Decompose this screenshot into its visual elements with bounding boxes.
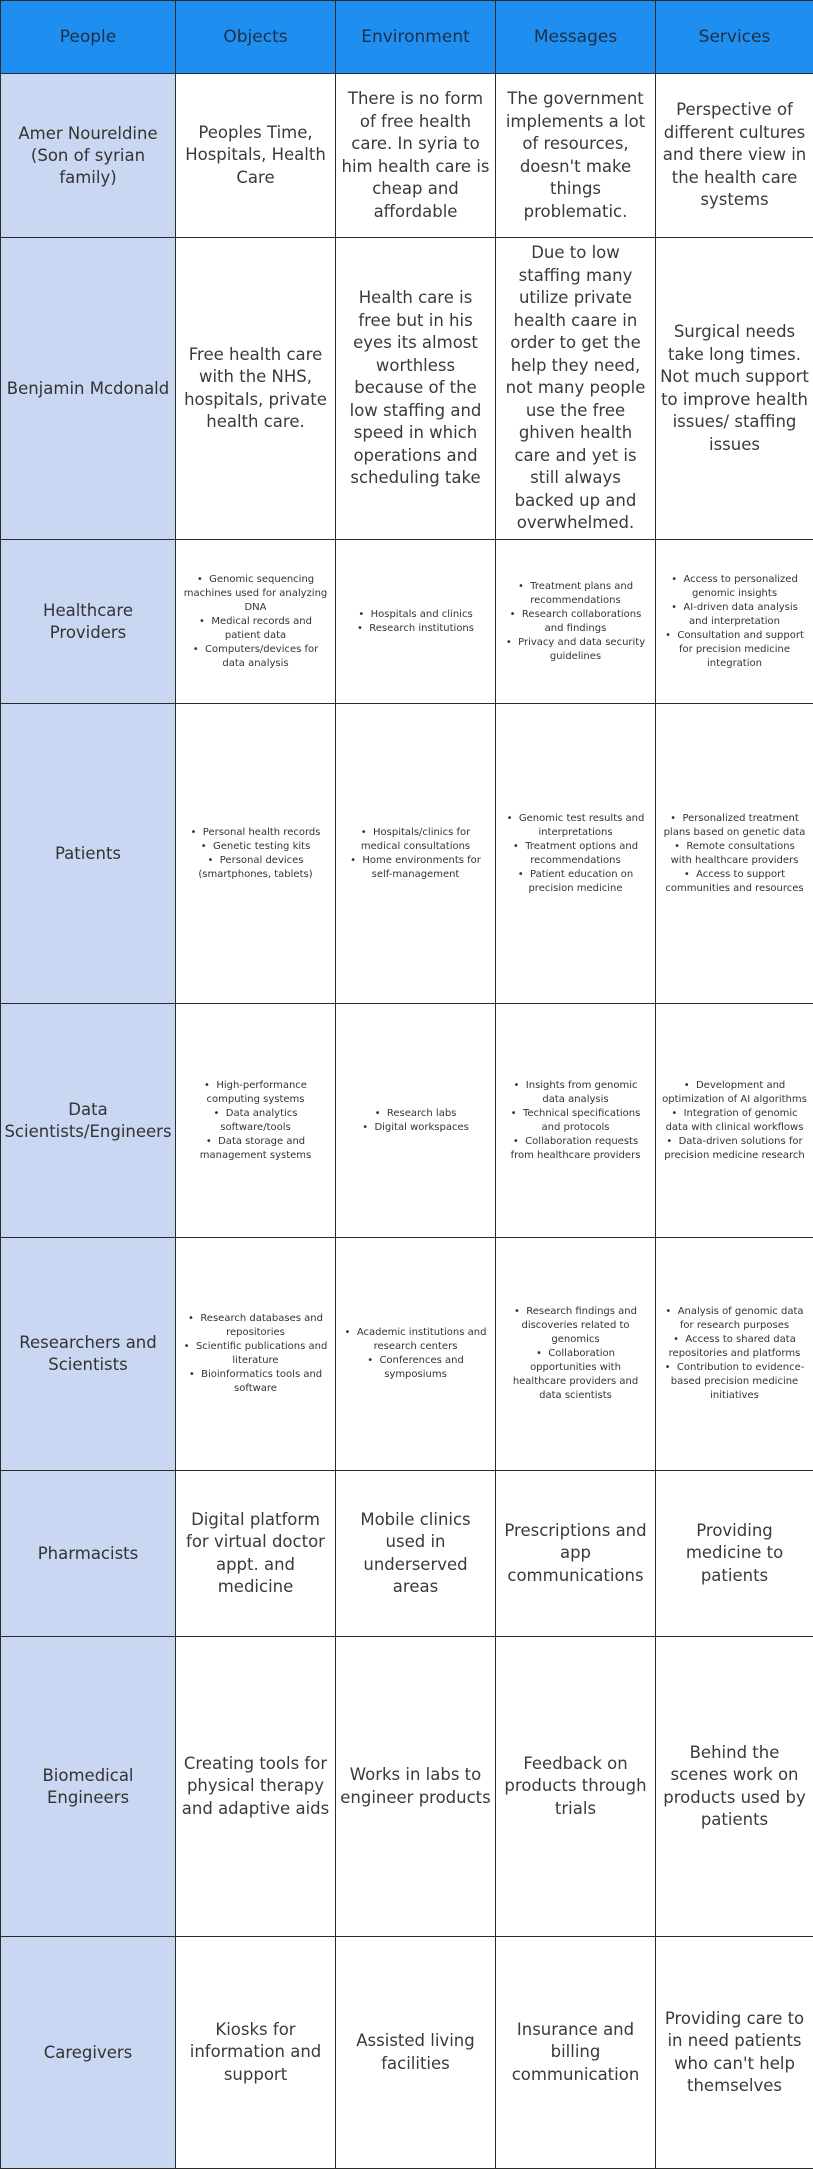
table-cell-objects [176,1004,336,1238]
bullet-list [180,1312,331,1396]
bullet-item: • Collaboration requests from healthcare providers [502,1135,649,1163]
table-cell-environment: Assisted living facilities [336,1937,496,2169]
table-cell-objects: Peoples Time, Hospitals, Health Care [176,74,336,238]
bullet-item: • Access to personalized genomic insights [662,573,807,601]
bullet-item: • Digital workspaces [362,1121,469,1135]
table-cell-environment: There is no form of free health care. In syria to him health care is cheap and affordable [336,74,496,238]
bullet-list [660,1079,809,1163]
table-cell-messages: Feedback on products through trials [496,1637,656,1937]
table-cell-messages [496,1004,656,1238]
bullet-item: • Scientific publications and literature [182,1340,329,1368]
bullet-item: • Bioinformatics tools and software [182,1368,329,1396]
bullet-list [180,573,331,671]
table-cell-environment [336,1238,496,1471]
bullet-item: • Conferences and symposiums [342,1354,489,1382]
bullet-item: • Privacy and data security guidelines [502,636,649,664]
bullet-item: • Data storage and management systems [182,1135,329,1163]
bullet-item: • AI-driven data analysis and interpretation [662,601,807,629]
bullet-list [180,1079,331,1163]
bullet-list [500,580,651,664]
row-header-person: Biomedical Engineers [1,1637,176,1937]
bullet-item: • Genomic sequencing machines used for analyzing DNA [182,573,329,615]
table-cell-messages [496,540,656,704]
bullet-item: • Access to support communities and resources [662,868,807,896]
bullet-item: • Home environments for self-management [342,854,489,882]
bullet-item: • Patient education on precision medicine [502,868,649,896]
bullet-item: • Research findings and discoveries related to genomics [502,1305,649,1347]
table-cell-messages: Due to low staffing many utilize private health caare in order to get the help they need, not many people use the free ghiven health care and yet is still always backed up and overwhelmed. [496,238,656,540]
bullet-item: • Analysis of genomic data for research purposes [662,1305,807,1333]
bullet-item: • Computers/devices for data analysis [182,643,329,671]
bullet-item: • Genomic test results and interpretations [502,812,649,840]
table-cell-messages: Insurance and billing communication [496,1937,656,2169]
bullet-item: • Treatment plans and recommendations [502,580,649,608]
bullet-item: • Research databases and repositories [182,1312,329,1340]
row-header-person: Researchers and Scientists [1,1238,176,1471]
table-cell-objects [176,1238,336,1471]
bullet-item: • Genetic testing kits [182,840,329,854]
table-cell-environment: Mobile clinics used in underserved areas [336,1471,496,1637]
table-cell-services [656,1238,813,1471]
bullet-list [355,608,476,636]
bullet-item: • Research institutions [357,622,474,636]
bullet-item: • Data analytics software/tools [182,1107,329,1135]
table-cell-messages: Prescriptions and app communications [496,1471,656,1637]
table-cell-environment: Health care is free but in his eyes its almost worthless because of the low staffing and speed in which operations and scheduling take [336,238,496,540]
bullet-list [360,1107,471,1135]
table-cell-services: Surgical needs take long times. Not much support to improve health issues/ staffing issues [656,238,813,540]
table-cell-objects [176,540,336,704]
bullet-item: • Hospitals and clinics [357,608,474,622]
bullet-item: • Integration of genomic data with clinical workflows [662,1107,807,1135]
row-header-person: Patients [1,704,176,1004]
table-cell-messages [496,704,656,1004]
bullet-item: • Insights from genomic data analysis [502,1079,649,1107]
row-header-person: Data Scientists/Engineers [1,1004,176,1238]
table-cell-services: Providing medicine to patients [656,1471,813,1637]
bullet-item: • Consultation and support for precision medicine integration [662,629,807,671]
column-header-environment: Environment [336,1,496,74]
row-header-person: Healthcare Providers [1,540,176,704]
bullet-item: • Data-driven solutions for precision medicine research [662,1135,807,1163]
column-header-services: Services [656,1,813,74]
row-header-person: Pharmacists [1,1471,176,1637]
bullet-list [500,1079,651,1163]
table-cell-messages [496,1238,656,1471]
table-cell-services: Behind the scenes work on products used by patients [656,1637,813,1937]
bullet-item: • Hospitals/clinics for medical consultations [342,826,489,854]
bullet-item: • Research collaborations and findings [502,608,649,636]
bullet-item: • Academic institutions and research centers [342,1326,489,1354]
table-cell-services [656,1004,813,1238]
table-cell-environment [336,1004,496,1238]
column-header-messages: Messages [496,1,656,74]
table-cell-environment: Works in labs to engineer products [336,1637,496,1937]
table-cell-services: Perspective of different cultures and there view in the health care systems [656,74,813,238]
row-header-person: Benjamin Mcdonald [1,238,176,540]
bullet-item: • Development and optimization of AI algorithms [662,1079,807,1107]
table-cell-services [656,704,813,1004]
bullet-list [660,1305,809,1403]
table-cell-objects: Free health care with the NHS, hospitals, private health care. [176,238,336,540]
bullet-item: • Personal health records [182,826,329,840]
bullet-item: • Access to shared data repositories and platforms [662,1333,807,1361]
column-header-people: People [1,1,176,74]
table-cell-environment [336,704,496,1004]
bullet-list [660,812,809,896]
table-cell-objects: Creating tools for physical therapy and adaptive aids [176,1637,336,1937]
bullet-list [500,812,651,896]
column-header-objects: Objects [176,1,336,74]
bullet-item: • Technical specifications and protocols [502,1107,649,1135]
bullet-item: • Personal devices (smartphones, tablets) [182,854,329,882]
bullet-list [340,826,491,882]
bullet-list [660,573,809,671]
bullet-item: • Collaboration opportunities with healthcare providers and data scientists [502,1347,649,1403]
table-cell-environment [336,540,496,704]
row-header-person: Amer Noureldine (Son of syrian family) [1,74,176,238]
bullet-list [500,1305,651,1403]
bullet-item: • Remote consultations with healthcare providers [662,840,807,868]
bullet-item: • Medical records and patient data [182,615,329,643]
table-cell-services [656,540,813,704]
bullet-item: • High-performance computing systems [182,1079,329,1107]
table-cell-objects: Kiosks for information and support [176,1937,336,2169]
bullet-item: • Contribution to evidence-based precision medicine initiatives [662,1361,807,1403]
table-cell-objects: Digital platform for virtual doctor appt. and medicine [176,1471,336,1637]
bullet-item: • Personalized treatment plans based on genetic data [662,812,807,840]
row-header-person: Caregivers [1,1937,176,2169]
table-cell-services: Providing care to in need patients who can't help themselves [656,1937,813,2169]
bullet-list [340,1326,491,1382]
bullet-item: • Research labs [362,1107,469,1121]
table-cell-messages: The government implements a lot of resources, doesn't make things problematic. [496,74,656,238]
bullet-item: • Treatment options and recommendations [502,840,649,868]
bullet-list [180,826,331,882]
table-cell-objects [176,704,336,1004]
